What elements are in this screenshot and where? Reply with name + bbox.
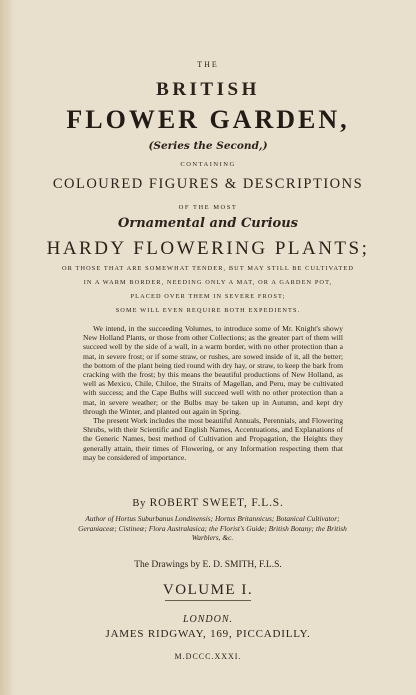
hardy-plants-heading: HARDY FLOWERING PLANTS; (46, 238, 370, 259)
title-british: BRITISH (156, 79, 260, 100)
divider-rule (165, 600, 251, 601)
subtitle-line: IN A WARM BORDER, NEEDING ONLY A MAT, OR A GARDEN POT, (83, 279, 333, 286)
description-text (83, 324, 343, 462)
author-byline (0, 497, 416, 509)
title-flower-garden: FLOWER GARDEN, (66, 105, 350, 134)
subtitle-line: PLACED OVER THEM IN SEVERE FROST; (130, 293, 286, 300)
by-label: By (132, 498, 150, 509)
publication-date: M.DCCC.XXXI. (174, 652, 242, 661)
illustrator-credit: The Drawings by E. D. SMITH, F.L.S. (134, 560, 282, 570)
coloured-figures-heading: COLOURED FIGURES & DESCRIPTIONS (52, 176, 364, 192)
description-paragraph: We intend, in the succeeding Volumes, to introduce some of Mr. Knight's showy New Holland Plants, or those from other Collections; as the greater part of them will succeed well by the side of a wall, in a warm border, with no other protection than a mat, in severe frost; or if some straw, or rushes, are sowed inside of it, all the better; the bottom of the plant being tied round with dry hay, or straw, to keep the bark from cracking with the frost; by this means the beautiful productions of New Holland, as well as Mexico, Chile, Chiloe, the Straits of Magellan, and Peru, may be cultivated with success; and the Cape Bulbs will succeed well with no other protection than a mat, in severe weather; or the Bulbs may be taken up in Autumn, and kept dry through the Winter, and planted out again in Spring. (83, 324, 343, 416)
volume-number: VOLUME I. (162, 582, 254, 598)
of-the-most-label: OF THE MOST (178, 204, 238, 211)
publisher-name: JAMES RIDGWAY, 169, PICCADILLY. (105, 628, 311, 640)
subtitle-line: OR THOSE THAT ARE SOMEWHAT TENDER, BUT MAY STILL BE CULTIVATED (62, 265, 354, 272)
subtitle-line: SOME WILL EVEN REQUIRE BOTH EXPEDIENTS. (115, 307, 301, 314)
author-name: ROBERT SWEET, F.L.S. (149, 497, 284, 509)
containing-label: CONTAINING (180, 161, 236, 168)
author-works: Author of Hortus Suburbanus Londinensis; Hortus Britannicus; Botanical Cultivator; Geraniaceæ; Cistineæ; Flora Australasica; the Florist's Guide; British Botany; the British Warblers, &c. (78, 514, 347, 542)
description-paragraph: The present Work includes the most beautiful Annuals, Perennials, and Flowering Shrubs, with their Scientific and English Names, Accentuations, and Explanations of the Generic Names, best method of Cultivation and Propagation, the Heights they generally attain, their times of Flowering, or any Information respecting them that may be considered of importance. (83, 416, 343, 462)
series-note: (Series the Second,) (148, 140, 268, 152)
title-the: THE (197, 60, 219, 69)
ornamental-heading: Ornamental and Curious (118, 216, 298, 231)
place-of-publication: LONDON. (182, 614, 234, 625)
